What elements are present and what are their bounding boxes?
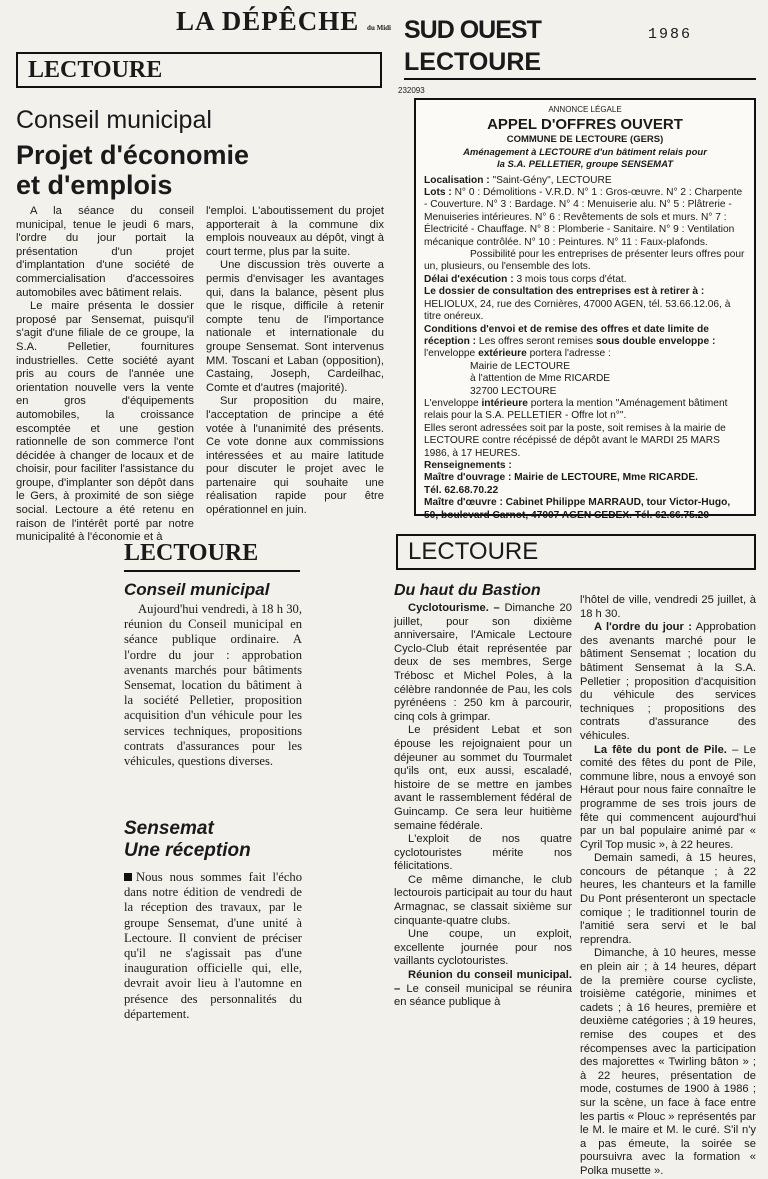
ad-delai xyxy=(424,274,746,286)
ad-conditions-value: Les offres seront remises xyxy=(476,335,596,347)
article-column-2 xyxy=(206,205,384,518)
ad-maitre-oeuvre: Maître d'œuvre : Cabinet Philippe MARRAUD, tour Victor-Hugo, xyxy=(424,497,731,509)
ad-dossier-label: Le dossier de consultation des entreprises est à retirer à : xyxy=(424,286,705,298)
ad-lots xyxy=(424,187,746,249)
ad-lots-label: Lots : xyxy=(424,187,452,199)
ad-commune: COMMUNE DE LECTOURE (GERS) xyxy=(506,134,664,146)
paragraph: Une coupe, un exploit, excellente journée pour nos vaillants cyclotouristes. xyxy=(394,928,572,968)
bastion-column-1 xyxy=(394,602,572,1010)
ad-address-line: Mairie de LECTOURE xyxy=(470,360,571,372)
section-label-lectoure-bottom-right: LECTOURE xyxy=(396,534,756,570)
paragraph: Une discussion très ouverte a permis d'envisager les avantages qui, dans la balance, pèsent plus que le risque, difficile à retenir compte tenu de l'importance nationale et internationale du groupe Sensemat. Sont intervenus MM. Toscani et Laban (opposition), Castaing, Joseph, Cardeilhac, Comte et d'autres (majorité). xyxy=(206,259,384,394)
paragraph xyxy=(580,744,756,853)
paragraph: Le maire présenta le dossier proposé par Sensemat, puisqu'il s'agit d'une filiale de ce groupe, la S.A. Pelletier, fournitures industrielles. Cette société ayant pris au cours de l'année une orientation nouvelle vers la vente en gros d'équipements automobiles, la croissance escomptée et une gestion rationnelle de son commerce l'ont décidée à changer de locaux et de choisir, pour faciliter l'assistance du groupe, d'implanter son dépôt dans le Gers, à proximité de son siège social. Lectoure a été retenu en raison de l'intérêt porté par notre municipalité à l'économie et à xyxy=(16,300,194,544)
paragraph: Nous nous sommes fait l'écho dans notre édition de vendredi de la réception des travaux, par le groupe Sensemat, d'une unité à Lectoure. Il convient de préciser qu'il ne s'agissait pas d'une inauguration officielle qui, elle, devrait avoir lieu à l'automne en présence des personnalités du département. xyxy=(124,870,302,1021)
ordre-du-jour-label: A l'ordre du jour : xyxy=(594,621,692,634)
masthead-sud-ouest: SUD OUEST xyxy=(404,16,541,44)
ad-delai-value: 3 mois tous corps d'état. xyxy=(513,273,627,285)
paragraph: Sur proposition du maire, l'acceptation de principe a été votée à l'unanimité des présents. Ce vote donne aux commissions intéressées et au maire latitude pour discuter le projet avec le partenaire qui souhaite une réalisation rapide pour être opérationnel en juin. xyxy=(206,395,384,517)
ad-address-line: 32700 LECTOURE xyxy=(470,385,557,397)
ad-kicker: ANNONCE LÉGALE xyxy=(548,105,622,114)
ad-conditions-value-2: l'enveloppe xyxy=(424,348,479,360)
ad-conditions-label: Conditions d'envoi et de remise des offres et date limite de réception : xyxy=(424,323,709,347)
article-title-line1: Projet d'économie xyxy=(16,140,249,170)
paragraph xyxy=(394,969,572,1010)
sensemat-title xyxy=(124,818,251,862)
ad-enveloppe-text-2: portera la mention "Aménagement bâtiment relais pour la S.A. PELLETIER - Offre lot n°". xyxy=(424,397,728,422)
divider xyxy=(404,78,756,80)
sensemat-text xyxy=(124,870,302,1022)
paragraph: L'exploit de nos quatre cyclotouristes mérite nos félicitations. xyxy=(394,833,572,873)
masthead-la-depeche-sub: du Midi xyxy=(367,24,391,32)
sensemat-title-line2: Une réception xyxy=(124,840,251,861)
ad-subtitle-2: la S.A. PELLETIER, groupe SENSEMAT xyxy=(496,159,674,171)
paragraph: A la séance du conseil municipal, tenue le jeudi 6 mars, l'ordre du jour portait la présentation d'un projet d'implantation d'une société de commercialisation d'accessoires automobiles avec bâtiment relais. xyxy=(16,205,194,299)
ad-renseignements: Renseignements : xyxy=(424,459,512,471)
article-title xyxy=(16,140,249,200)
ad-enveloppe-text: L'enveloppe xyxy=(424,397,482,409)
legal-notice-box xyxy=(414,98,756,521)
ad-title: APPEL D'OFFRES OUVERT xyxy=(487,116,683,134)
paragraph: Dimanche, à 10 heures, messe en plein air ; à 14 heures, départ de la première course cycliste, troisième catégorie, minimes et cadets ; à 16 heures, première et deuxième catégories ; à 19 heures, remise des coupes et des récompenses avec la participation des majorettes « Twirling bâton » ; à 22 heures, présentation de mode, costumes de 1900 à 1986 ; sur la scène, un face à face entre les partis « Plouc » représentés par le M. le maire et M. le curé. S'il n'y a pas émeute, la soirée se poursuivra avec la formation « Polka musette ». xyxy=(580,947,756,1177)
divider xyxy=(124,570,300,572)
paragraph: l'hôtel de ville, vendredi 25 juillet, à 18 h 30. xyxy=(580,594,756,620)
ad-exterieure-value: portera l'adresse : xyxy=(526,348,611,360)
ad-delai-label: Délai d'exécution : xyxy=(424,273,514,285)
ad-enveloppe-bold: intérieure xyxy=(481,397,528,409)
cyclotourisme-text: Dimanche 20 juillet, pour son dixième anniversaire, l'Amicale Lectoure Cyclo-Club était représentée par deux de ses membres, Serge Trébosc et Michel Poles, à la célèbre randonnée de Pau, les cols pyrénéens : 250 km à parcourir, cinq cols à grimpar. xyxy=(394,602,572,723)
ad-possibility: Possibilité pour les entreprises de présenter leurs offres pour un, plusieurs, ou l'ensemble des lots. xyxy=(424,249,745,273)
article-title-line2: et d'emplois xyxy=(16,170,173,200)
paragraph xyxy=(580,621,756,743)
fete-text: – Le comité des fêtes du pont de Pile, commune libre, nous a envoyé son Héraut pour nous faire connaître le programme de ses trois jours de fête qui commencent aujourd'hui par un bal populaire animé par « Cyril Top music », à 22 heures. xyxy=(580,743,756,851)
section-label-lectoure-top-left: LECTOURE xyxy=(16,52,382,88)
masthead-la-depeche xyxy=(176,6,391,37)
ad-conditions xyxy=(424,324,746,361)
year-stamp: 1986 xyxy=(648,26,693,43)
ad-maitre-oeuvre-address: 50, boulevard Carnot, 47007 AGEN CEDEX. Tél. 62.66.75.20 xyxy=(424,509,709,521)
section-label-lectoure-top-right: LECTOURE xyxy=(404,48,542,76)
ad-conditions-bold: sous double enveloppe : xyxy=(595,335,716,347)
article-column-1 xyxy=(16,205,194,545)
ad-maitre-ouvrage: Maître d'ouvrage : Mairie de LECTOURE, Mme RICARDE. xyxy=(424,472,698,484)
ad-localisation-value: "Saint-Gény", LECTOURE xyxy=(489,174,612,186)
ordre-du-jour-text: Approbation des avenants marché pour le bâtiment Sensemat ; location du bâtiment Sensemat à la S.A. Pelletier ; proposition d'acquisition du véhicule des services techniques ; propositions des contrats d'assurance des véhicules. xyxy=(580,621,756,742)
bastion-column-2 xyxy=(580,594,756,1179)
ad-maitre-ouvrage-tel: Tél. 62.68.70.22 xyxy=(424,484,499,496)
ad-lots-value: N° 0 : Démolitions - V.R.D. N° 1 : Gros-œuvre. N° 2 : Charpente - Couverture. N° 3 : Bardage. N° 4 : Menuiserie alu. N° 5 : Plâtrerie - Menuiseries intérieures. N° 6 : Revêtements de sols et murs. N° 7 : Électricité - Chauffage. N° 8 : Plomberie - Sanitaire. N° 9 : Ventilation mécanique contrôlée. N° 10 : Peintures. N° 11 : Faux-plafonds. xyxy=(424,187,743,248)
reunion-label: Réunion du conseil municipal. – xyxy=(394,969,572,995)
paragraph: Aujourd'hui vendredi, à 18 h 30, réunion du Conseil municipal en séance publique ordinaire. A l'ordre du jour : approbation avenants marchés pour bâtiments Sensemat, location du bâtiment à la société Pelletier, proposition acquisition d'un véhicule pour les services techniques, propositions contrats d'assurances pour les véhicules, questions diverses. xyxy=(124,602,302,769)
ad-exterieure-label: extérieure xyxy=(478,348,527,360)
square-bullet-icon xyxy=(124,873,132,881)
paragraph: Ce même dimanche, le club lectourois participait au tour du haut Armagnac, se classait sixième sur cinquante-quatre clubs. xyxy=(394,873,572,927)
ad-localisation-label: Localisation : xyxy=(424,174,490,186)
conseil-municipal-title: Conseil municipal xyxy=(124,580,270,599)
conseil-municipal-text xyxy=(124,602,302,769)
section-label-lectoure-bottom-left: LECTOURE xyxy=(124,540,259,566)
ad-localisation xyxy=(424,175,746,187)
sensemat-title-line1: Sensemat xyxy=(124,818,214,839)
ad-reference: 232093 xyxy=(398,86,425,95)
bastion-title: Du haut du Bastion xyxy=(394,582,541,599)
paragraph xyxy=(394,602,572,724)
ad-dossier-value: HELIOLUX, 24, rue des Cornières, 47000 AGEN, tél. 53.66.12.06, à titre onéreux. xyxy=(424,298,731,323)
paragraph: l'emploi. L'aboutissement du projet apporterait à la commune dix emplois nouveaux au dépôt, vingt à court terme, plus par la suite. xyxy=(206,205,384,258)
ad-subtitle-1: Aménagement à LECTOURE d'un bâtiment relais pour xyxy=(463,146,707,158)
paragraph: Le président Lebat et son épouse les rejoignaient pour un déjeuner au sommet du Tourmalet qu'ils ont, eux aussi, escaladé, histoire de se mettre en jambes avant le rassemblement fédéral de Guincamp. Ce sera leur huitième semaine fédérale. xyxy=(394,724,572,832)
fete-label: La fête du pont de Pile. xyxy=(594,743,727,756)
cyclotourisme-label: Cyclotourisme. – xyxy=(408,602,500,614)
reunion-text: Le conseil municipal se réunira en séance publique à xyxy=(394,982,572,1009)
ad-address-line: à l'attention de Mme RICARDE xyxy=(470,373,611,385)
ad-enveloppe-interieure xyxy=(424,398,746,423)
ad-sending: Elles seront adressées soit par la poste, soit remises à la mairie de LECTOURE contre récépissé de dépôt avant le MARDI 25 MARS 1986, à 17 HEURES. xyxy=(424,422,726,459)
masthead-la-depeche-text: LA DÉPÊCHE xyxy=(176,6,360,36)
paragraph: Demain samedi, à 15 heures, concours de pétanque ; à 22 heures, les chanteurs et la famille Du Pont présenteront un spectacle comique ; le traditionnel tourin de l'amitié sera servi et le bal reprendra. xyxy=(580,852,756,946)
article-kicker: Conseil municipal xyxy=(16,106,212,134)
ad-dossier xyxy=(424,286,746,323)
